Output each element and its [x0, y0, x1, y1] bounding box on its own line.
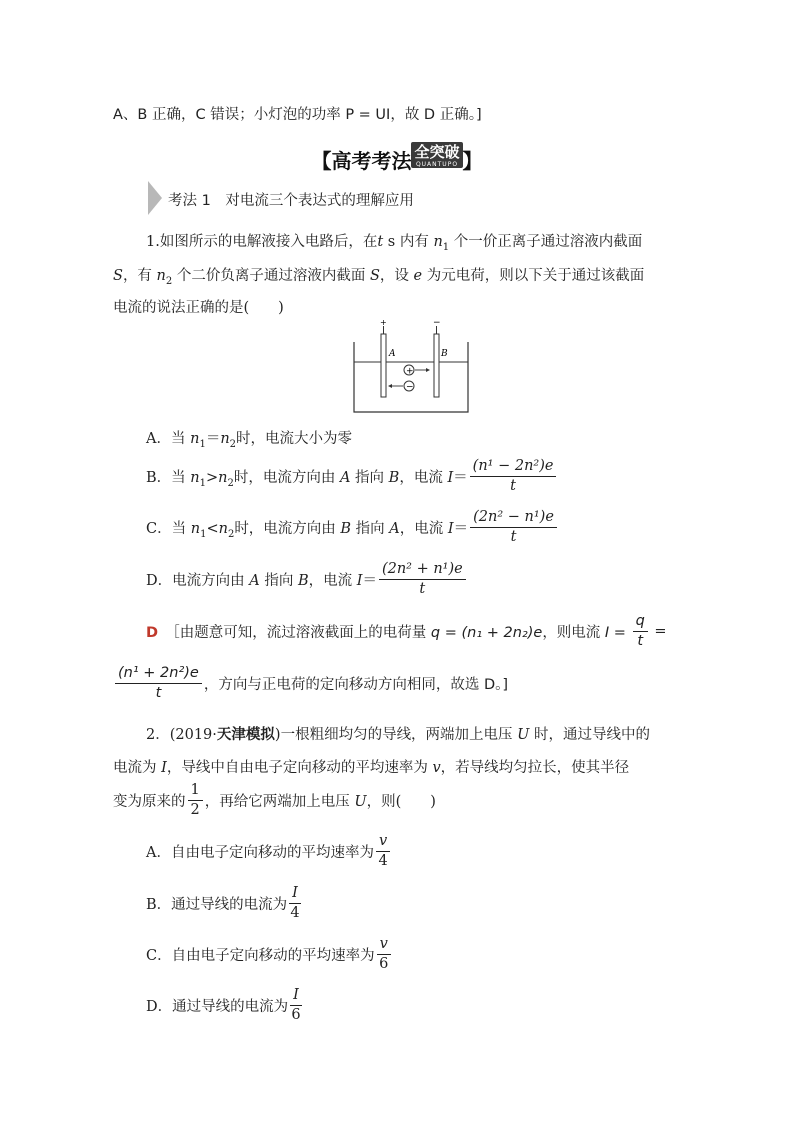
q2-option-b[interactable]: B．通过导线的电流为 $\frac{I}{4}$ — [146, 885, 300, 921]
electrode-a — [381, 334, 386, 397]
section-header-title: 【高考考法 — [311, 149, 412, 173]
fraction: $\frac{\text{(2n² − n¹)e}}{t}$ — [470, 510, 557, 545]
answer-letter: D — [146, 625, 159, 641]
fraction: $\frac{q}{t}$ — [633, 614, 648, 649]
svg-text:+: + — [406, 366, 414, 377]
fraction: $\frac{v}{4}$ — [376, 834, 390, 869]
fraction: $\frac{1}{2}$ — [188, 783, 203, 818]
q1-line-2: S，有 $n_2$ 个二价负离子通过溶液内截面 S，设 e 为元电荷，则以下关于通过该截面 — [113, 268, 645, 287]
kaofa-label: 考法 1 对电流三个表达式的理解应用 — [148, 181, 468, 215]
section-header-badge: 全突破 QUANTUPO — [411, 142, 462, 168]
q1-answer-line-1: D ［由题意可知，流过溶液截面上的电荷量 q = (n₁ + 2n₂)e，则电流 I = $\frac{q}{t}$ = — [146, 613, 667, 649]
q2-option-d[interactable]: D．通过导线的电流为 $\frac{I}{6}$ — [146, 987, 301, 1023]
q1-line-3: 电流的说法正确的是( ) — [113, 300, 284, 316]
svg-text:−: − — [406, 382, 414, 393]
q1-option-c[interactable]: C．当 $n_1<n_2$时，电流方向由 B 指向 A，电流 I＝ $\frac{\text{(2n² − n¹)e}}{t}$ — [146, 510, 559, 545]
fraction: $\frac{\text{(n¹ − 2n²)e}}{t}$ — [470, 459, 557, 494]
q2-line-1: 2．(2019·天津模拟)一根粗细均匀的导线，两端加上电压 U 时，通过导线中的 — [146, 726, 651, 743]
fraction: $\frac{I}{4}$ — [290, 885, 300, 921]
chevron-right-icon — [148, 181, 162, 215]
section-header: 【高考考法 全突破 QUANTUPO 】 — [311, 143, 483, 173]
badge-subtext: QUANTUPO — [415, 161, 459, 168]
minus-terminal: − — [433, 318, 441, 328]
q2-line-3: 变为原来的 $\frac{1}{2}$ ，再给它两端加上电压 U，则( ) — [113, 782, 436, 818]
label-a: A — [389, 349, 396, 359]
plus-terminal: + — [380, 318, 387, 327]
fraction: $\frac{v}{6}$ — [377, 937, 391, 972]
label-b: B — [441, 349, 448, 359]
q1-option-d[interactable]: D．电流方向由 A 指向 B，电流 I＝ $\frac{\text{(2n² + n¹)e}}{t}$ — [146, 562, 468, 597]
q2-option-c[interactable]: C．自由电子定向移动的平均速率为 $\frac{v}{6}$ — [146, 937, 393, 972]
fraction: $\frac{\text{(2n² + n¹)e}}{t}$ — [379, 562, 466, 597]
q1-option-a[interactable]: A．当 $n_1=n_2$时，电流大小为零 — [146, 431, 353, 450]
q1-line-1: 1.如图所示的电解液接入电路后，在t s 内有 $n_1$ 个一价正离子通过溶液内截面 — [146, 234, 643, 253]
fraction: $\frac{I}{6}$ — [291, 987, 301, 1023]
answer-continuation-line: A、B 正确，C 错误；小灯泡的功率 P = UI，故 D 正确。] — [113, 107, 482, 123]
q1-option-b[interactable]: B．当 $n_1>n_2$时，电流方向由 A 指向 B，电流 I＝ $\frac{\text{(n¹ − 2n²)e}}{t}$ — [146, 459, 558, 494]
container-outline — [354, 342, 468, 412]
electrode-b — [434, 334, 439, 397]
electrolysis-diagram — [346, 318, 474, 418]
q1-answer-line-2: $\frac{\text{(n¹ + 2n²)e}}{t}$ ，方向与正电荷的定向移动方向相同，故选 D。] — [113, 666, 508, 701]
q2-line-2: 电流为 I，导线中自由电子定向移动的平均速率为 v，若导线均匀拉长，使其半径 — [113, 760, 630, 776]
fraction: $\frac{\text{(n¹ + 2n²)e}}{t}$ — [115, 666, 202, 701]
q2-option-a[interactable]: A．自由电子定向移动的平均速率为 $\frac{v}{4}$ — [146, 834, 392, 869]
